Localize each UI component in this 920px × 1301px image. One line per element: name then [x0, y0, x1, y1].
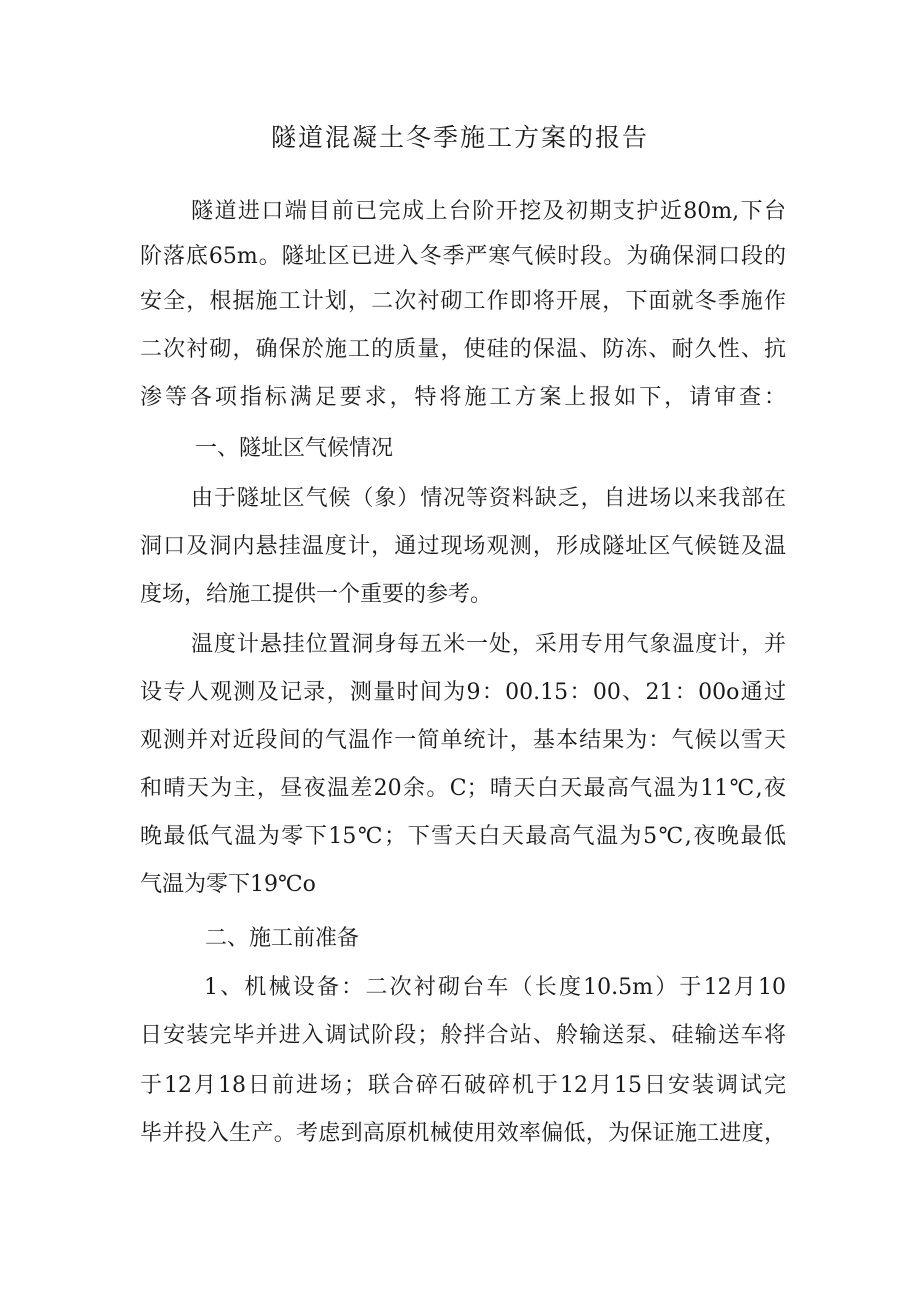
section1-p2-line-2: 设专人观测及记录，测量时间为9：00.15：00、21：00o通过	[140, 680, 786, 705]
section2-p1-line-2: 日安装完毕并进入调试阶段；舲拌合站、舲输送泵、硅输送车将	[140, 1023, 786, 1048]
intro-line-5: 渗等各项指标满足要求，特将施工方案上报如下，请审查：	[140, 385, 786, 410]
document-title: 隧道混凝土冬季施工方案的报告	[270, 123, 649, 152]
section2-heading: 二、施工前准备	[205, 926, 360, 951]
section1-p2-line-3: 观测并对近段间的气温作一简单统计，基本结果为：气候以雪天	[140, 728, 786, 753]
section1-p2-line-5: 晚最低气温为零下15℃；下雪天白天最高气温为5℃,夜晚最低	[140, 824, 786, 849]
section1-p2-line-6: 气温为零下19℃o	[140, 872, 316, 897]
intro-line-4: 二次衬砌，确保於施工的质量，使硅的保温、防冻、耐久性、抗	[140, 337, 786, 362]
section1-p1-line-3: 度场，给施工提供一个重要的参考。	[140, 582, 493, 607]
intro-line-1: 隧道进口端目前已完成上台阶开挖及初期支护近80m,下台	[191, 199, 786, 224]
intro-line-3: 安全，根据施工计划，二次衬砌工作即将开展，下面就冬季施作	[140, 289, 786, 314]
section1-p1-line-1: 由于隧址区气候（象）情况等资料缺乏，自进场以来我部在	[191, 486, 786, 511]
section1-p2-line-1: 温度计悬挂位置洞身每五米一处，采用专用气象温度计，并	[191, 632, 786, 657]
section1-heading: 一、隧址区气候情况	[195, 436, 394, 461]
section2-p1-line-1: 1、机械设备：二次衬砌台车（长度10.5m）于12月10	[204, 975, 786, 1000]
section2-p1-line-3: 于12月18日前进场；联合碎石破碎机于12月15日安装调试完	[140, 1073, 786, 1098]
intro-line-2: 阶落底65m。隧址区已进入冬季严寒气候时段。为确保洞口段的	[140, 244, 786, 269]
section2-p1-line-4: 毕并投入生产。考虑到高原机械使用效率偏低，为保证施工进度，	[140, 1121, 786, 1146]
section1-p2-line-4: 和晴天为主，昼夜温差20余。C；晴天白天最高气温为11℃,夜	[140, 776, 786, 801]
section1-p1-line-2: 洞口及洞内悬挂温度计，通过现场观测，形成隧址区气候链及温	[140, 534, 786, 559]
